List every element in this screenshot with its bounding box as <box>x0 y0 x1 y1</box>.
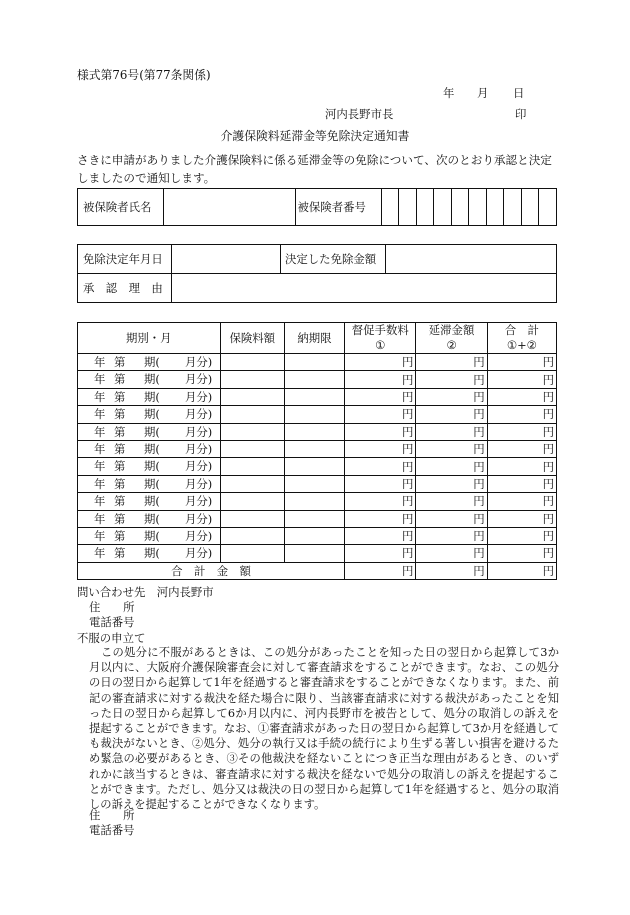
header-premium: 保険料額 <box>220 323 284 354</box>
row-premium-field[interactable] <box>220 406 284 423</box>
row-premium-field[interactable] <box>220 527 284 544</box>
objection-address-label: 住 所 <box>89 808 135 822</box>
row-dai-label: 第 <box>114 407 126 422</box>
header-fee-line1: 督促手数料 <box>351 323 409 337</box>
row-premium-field[interactable] <box>220 458 284 475</box>
row-late-yen: 円 <box>416 527 487 544</box>
breakdown-row <box>78 354 557 371</box>
date-day-label: 日 <box>513 86 525 100</box>
row-fee-yen: 円 <box>345 527 416 544</box>
header-fee <box>345 323 416 354</box>
row-late-yen: 円 <box>416 371 487 388</box>
breakdown-row <box>78 475 557 492</box>
row-ki-label: 期( <box>144 476 160 491</box>
row-period <box>78 423 221 440</box>
insured-number-digit[interactable] <box>521 189 539 226</box>
date-year-label: 年 <box>443 86 455 100</box>
row-dai-label: 第 <box>114 355 126 369</box>
row-due-field[interactable] <box>284 354 344 371</box>
row-period <box>78 388 221 405</box>
row-late-yen: 円 <box>416 458 487 475</box>
insured-number-digit[interactable] <box>504 189 522 226</box>
row-premium-field[interactable] <box>220 423 284 440</box>
row-period <box>78 458 221 475</box>
breakdown-row <box>78 527 557 544</box>
row-premium-field[interactable] <box>220 510 284 527</box>
row-late-yen: 円 <box>416 354 487 371</box>
inquiry-address-label: 住 所 <box>89 600 135 614</box>
row-period <box>78 406 221 423</box>
row-month-label: 月分) <box>185 546 213 561</box>
row-premium-field[interactable] <box>220 371 284 388</box>
row-month-label: 月分) <box>185 476 213 491</box>
insured-name-label: 被保険者氏名 <box>78 189 164 226</box>
row-ki-label: 期( <box>144 424 160 439</box>
row-month-label: 月分) <box>185 372 213 387</box>
row-sum-yen: 円 <box>487 423 556 440</box>
row-due-field[interactable] <box>284 440 344 457</box>
objection-phone-label: 電話番号 <box>89 823 135 837</box>
breakdown-table <box>77 322 557 580</box>
breakdown-row <box>78 545 557 562</box>
breakdown-row <box>78 388 557 405</box>
row-month-label: 月分) <box>185 494 213 509</box>
row-sum-yen: 円 <box>487 458 556 475</box>
insured-number-digit[interactable] <box>434 189 452 226</box>
form-number: 様式第76号(第77条関係) <box>77 68 211 82</box>
header-late-line2: ② <box>446 338 457 352</box>
row-fee-yen: 円 <box>345 440 416 457</box>
row-due-field[interactable] <box>284 545 344 562</box>
header-late <box>416 323 487 354</box>
row-due-field[interactable] <box>284 458 344 475</box>
header-total-line2: ①+② <box>506 338 537 352</box>
row-due-field[interactable] <box>284 510 344 527</box>
insured-number-digit[interactable] <box>469 189 487 226</box>
breakdown-header-row <box>78 323 557 354</box>
document-title: 介護保険料延滞金等免除決定通知書 <box>220 129 410 143</box>
row-premium-field[interactable] <box>220 545 284 562</box>
row-dai-label: 第 <box>114 494 126 509</box>
date-month-label: 月 <box>477 86 489 100</box>
row-year-label: 年 <box>94 546 106 561</box>
row-sum-yen: 円 <box>487 493 556 510</box>
header-due-date: 納期限 <box>284 323 344 354</box>
row-sum-yen: 円 <box>487 371 556 388</box>
row-late-yen: 円 <box>416 510 487 527</box>
date-line <box>443 88 524 99</box>
row-fee-yen: 円 <box>345 406 416 423</box>
row-due-field[interactable] <box>284 371 344 388</box>
row-fee-yen: 円 <box>345 371 416 388</box>
row-month-label: 月分) <box>185 389 213 404</box>
inquiry-phone-label: 電話番号 <box>89 615 135 629</box>
row-premium-field[interactable] <box>220 354 284 371</box>
row-month-label: 月分) <box>185 407 213 422</box>
row-dai-label: 第 <box>114 441 126 456</box>
row-fee-yen: 円 <box>345 354 416 371</box>
decision-table <box>77 244 557 303</box>
row-ki-label: 期( <box>144 459 160 474</box>
row-month-label: 月分) <box>185 528 213 543</box>
insured-number-digit[interactable] <box>381 189 399 226</box>
row-sum-yen: 円 <box>487 354 556 371</box>
row-due-field[interactable] <box>284 423 344 440</box>
row-fee-yen: 円 <box>345 545 416 562</box>
breakdown-row <box>78 406 557 423</box>
total-fee-yen: 円 <box>345 562 416 579</box>
row-year-label: 年 <box>94 372 106 387</box>
insured-number-digit[interactable] <box>399 189 417 226</box>
row-period <box>78 493 221 510</box>
header-fee-line2: ① <box>375 338 386 352</box>
row-sum-yen: 円 <box>487 527 556 544</box>
row-year-label: 年 <box>94 459 106 474</box>
row-sum-yen: 円 <box>487 388 556 405</box>
breakdown-row <box>78 510 557 527</box>
row-year-label: 年 <box>94 355 106 369</box>
row-year-label: 年 <box>94 528 106 543</box>
row-late-yen: 円 <box>416 440 487 457</box>
row-dai-label: 第 <box>114 546 126 561</box>
header-late-line1: 延滞金額 <box>428 323 475 337</box>
decision-amount-label: 決定した免除金額 <box>281 245 386 274</box>
row-late-yen: 円 <box>416 406 487 423</box>
issuer-name: 河内長野市長 <box>325 107 394 121</box>
row-year-label: 年 <box>94 389 106 404</box>
decision-amount-field[interactable] <box>386 245 557 274</box>
header-total-line1: 合 計 <box>504 323 539 337</box>
row-ki-label: 期( <box>144 389 160 404</box>
insured-name-field[interactable] <box>164 189 295 226</box>
row-period <box>78 527 221 544</box>
row-late-yen: 円 <box>416 545 487 562</box>
intro-text: さきに申請がありました介護保険料に係る延滞金等の免除について、次のとおり承認と決定しましたので通知します。 <box>77 153 552 185</box>
row-month-label: 月分) <box>185 441 213 456</box>
row-fee-yen: 円 <box>345 388 416 405</box>
row-due-field[interactable] <box>284 475 344 492</box>
row-premium-field[interactable] <box>220 493 284 510</box>
total-sum-yen: 円 <box>487 562 556 579</box>
row-dai-label: 第 <box>114 372 126 387</box>
row-year-label: 年 <box>94 424 106 439</box>
breakdown-row <box>78 371 557 388</box>
insured-table <box>77 188 557 226</box>
row-late-yen: 円 <box>416 423 487 440</box>
insured-number-digit[interactable] <box>416 189 434 226</box>
row-late-yen: 円 <box>416 493 487 510</box>
row-sum-yen: 円 <box>487 406 556 423</box>
row-dai-label: 第 <box>114 511 126 526</box>
header-total <box>487 323 556 354</box>
row-late-yen: 円 <box>416 475 487 492</box>
row-dai-label: 第 <box>114 476 126 491</box>
inquiry-label: 問い合わせ先 河内長野市 <box>77 585 214 599</box>
breakdown-row <box>78 440 557 457</box>
row-dai-label: 第 <box>114 424 126 439</box>
row-ki-label: 期( <box>144 441 160 456</box>
row-year-label: 年 <box>94 494 106 509</box>
row-fee-yen: 円 <box>345 510 416 527</box>
row-fee-yen: 円 <box>345 458 416 475</box>
row-ki-label: 期( <box>144 494 160 509</box>
row-sum-yen: 円 <box>487 475 556 492</box>
row-month-label: 月分) <box>185 459 213 474</box>
decision-date-label: 免除決定年月日 <box>78 245 172 274</box>
row-period <box>78 475 221 492</box>
row-month-label: 月分) <box>185 424 213 439</box>
row-dai-label: 第 <box>114 528 126 543</box>
total-row <box>78 562 557 579</box>
row-sum-yen: 円 <box>487 440 556 457</box>
row-period <box>78 510 221 527</box>
approval-reason-label: 承 認 理 由 <box>78 274 172 303</box>
breakdown-row <box>78 423 557 440</box>
row-year-label: 年 <box>94 441 106 456</box>
row-late-yen: 円 <box>416 388 487 405</box>
objection-body: この処分に不服があるときは、この処分があったことを知った日の翌日から起算して3か月以内に、大阪府介護保険審査会に対して審査請求をすることができます。なお、この処分の日の翌日から起算して1年を経過すると審査請求をすることができなくなります。また、前記の審査請求に対する裁決を経た場合に限り、当該審査請求に対する裁決があったことを知った日の翌日から起算して6か月以内に、河内長野市を被告として、処分の取消しの訴えを提起することができます。なお、①審査請求があった日の翌日から起算して3か月を経過しても裁決がないとき、②処分、処分の執行又は手続の続行により生ずる著しい損害を避けるため緊急の必要があるとき、③その他裁決を経ないことにつき正当な理由があるとき、のいずれかに該当するときは、審査請求に対する裁決を経ないで処分の取消しの訴えを提起することができます。ただし、処分又は裁決の日の翌日から起算して1年を経過すると、処分の取消しの訴えを提起することができなくなります。 <box>89 646 559 812</box>
row-due-field[interactable] <box>284 527 344 544</box>
decision-date-field[interactable] <box>172 245 281 274</box>
row-ki-label: 期( <box>144 528 160 543</box>
row-fee-yen: 円 <box>345 475 416 492</box>
row-due-field[interactable] <box>284 388 344 405</box>
row-premium-field[interactable] <box>220 475 284 492</box>
row-ki-label: 期( <box>144 372 160 387</box>
row-ki-label: 期( <box>144 407 160 422</box>
breakdown-row <box>78 493 557 510</box>
approval-reason-field[interactable] <box>172 274 557 303</box>
row-dai-label: 第 <box>114 389 126 404</box>
seal-mark: 印 <box>515 107 527 121</box>
total-amount-label: 合 計 金 額 <box>78 562 345 579</box>
row-premium-field[interactable] <box>220 388 284 405</box>
objection-title: 不服の申立て <box>77 631 146 645</box>
row-period <box>78 354 221 371</box>
row-period <box>78 440 221 457</box>
row-sum-yen: 円 <box>487 545 556 562</box>
issuer-line <box>325 107 527 121</box>
row-due-field[interactable] <box>284 406 344 423</box>
row-fee-yen: 円 <box>345 423 416 440</box>
total-late-yen: 円 <box>416 562 487 579</box>
row-ki-label: 期( <box>144 511 160 526</box>
row-ki-label: 期( <box>144 546 160 561</box>
insured-number-digit[interactable] <box>451 189 469 226</box>
insured-number-digit[interactable] <box>539 189 557 226</box>
row-period <box>78 545 221 562</box>
row-year-label: 年 <box>94 511 106 526</box>
row-dai-label: 第 <box>114 459 126 474</box>
row-year-label: 年 <box>94 476 106 491</box>
row-ki-label: 期( <box>144 355 160 369</box>
row-month-label: 月分) <box>185 355 213 369</box>
row-period <box>78 371 221 388</box>
insured-number-label: 被保険者番号 <box>295 189 381 226</box>
row-fee-yen: 円 <box>345 493 416 510</box>
header-period: 期別・月 <box>78 323 221 354</box>
breakdown-row <box>78 458 557 475</box>
row-due-field[interactable] <box>284 493 344 510</box>
row-premium-field[interactable] <box>220 440 284 457</box>
row-sum-yen: 円 <box>487 510 556 527</box>
row-year-label: 年 <box>94 407 106 422</box>
insured-number-digit[interactable] <box>486 189 504 226</box>
breakdown-rows <box>78 354 557 563</box>
row-month-label: 月分) <box>185 511 213 526</box>
